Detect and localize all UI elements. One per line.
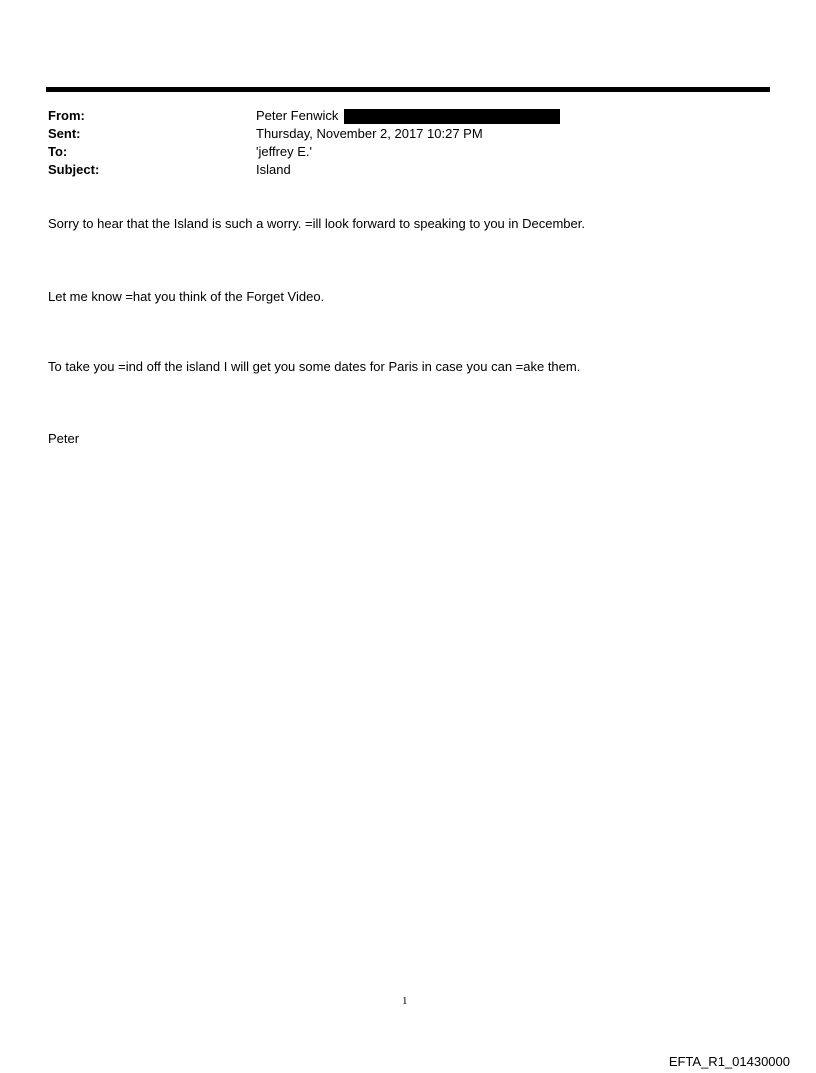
sent-label: Sent: — [48, 126, 81, 141]
subject-value: Island — [256, 162, 291, 177]
redaction-box — [344, 109, 560, 124]
body-paragraph-3: To take you =ind off the island I will get you some dates for Paris in case you can =ake them. — [48, 359, 581, 374]
from-label: From: — [48, 108, 85, 123]
to-row — [48, 143, 748, 161]
to-label: To: — [48, 144, 68, 159]
from-row — [48, 107, 748, 125]
subject-row — [48, 161, 748, 179]
sent-row — [48, 125, 748, 143]
body-paragraph-1: Sorry to hear that the Island is such a worry. =ill look forward to speaking to you in December. — [48, 216, 585, 231]
body-paragraph-2: Let me know =hat you think of the Forget Video. — [48, 289, 325, 304]
sent-value: Thursday, November 2, 2017 10:27 PM — [256, 126, 483, 141]
signature: Peter — [48, 431, 80, 446]
header-divider — [46, 87, 770, 92]
subject-label: Subject: — [48, 162, 100, 177]
page-number: 1 — [402, 995, 408, 1007]
to-value: 'jeffrey E.' — [256, 144, 313, 159]
sender-name: Peter Fenwick — [256, 108, 339, 123]
bates-number: EFTA_R1_01430000 — [668, 1054, 790, 1069]
from-value — [256, 107, 560, 125]
email-header — [48, 107, 748, 179]
